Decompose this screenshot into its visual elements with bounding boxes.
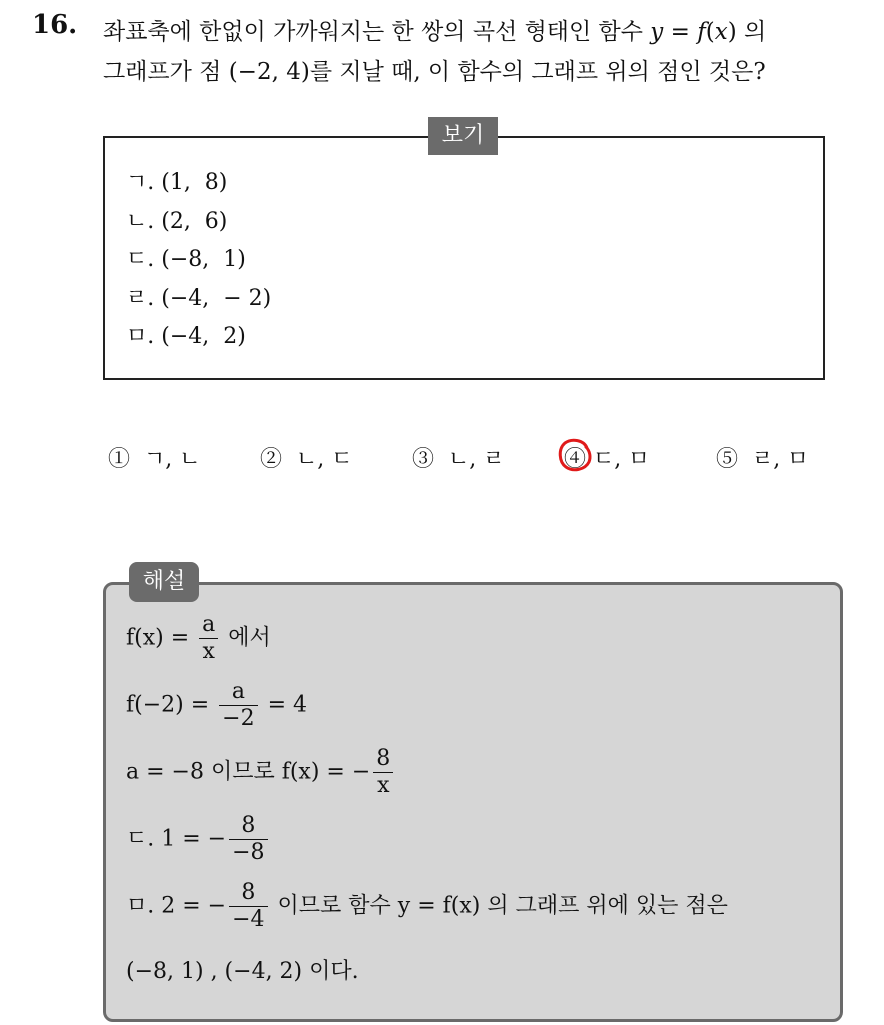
question-text [103,12,873,92]
choice-4[interactable]: ④ ㄷ, ㅁ [564,447,650,472]
solution-line-4: ㄷ. 1 = − $\frac{8}{-8}$ [126,813,271,866]
choice-1[interactable]: ① ㄱ, ㄴ [108,447,201,472]
choice-5[interactable]: ⑤ ㄹ, ㅁ [716,447,809,472]
bogi-item: ㄴ. (2, 6) [126,208,228,234]
solution-label: 해설 [129,562,199,602]
bogi-item: ㅁ. (−4, 2) [126,324,246,349]
question-number: 16. [32,10,78,40]
bogi-label: 보기 [428,117,498,155]
answer-circle-mark [556,436,594,474]
bogi-item: ㄱ. (1, 8) [126,170,228,195]
solution-line-5: ㅁ. 2 = − $\frac{8}{-4}$ 이므로 함수 y = f(x) 의 그래프 위에 있는 점은 [126,880,728,932]
solution-line-1: f(x) = $\frac{a}{x}$ 에서 [126,612,271,664]
answer-choices [108,442,848,482]
bogi-list [126,164,271,357]
question-line-2: 그래프가 점 (−2, 4)를 지날 때, 이 함수의 그래프 위의 점인 것은? [103,59,766,85]
question-line-1: 좌표축에 한없이 가까워지는 한 쌍의 곡선 형태인 함수 y = f(x) 의 [103,19,767,45]
choice-2[interactable]: ② ㄴ, ㄷ [260,447,353,472]
choice-3[interactable]: ③ ㄴ, ㄹ [412,447,505,472]
bogi-item: ㄹ. (−4, − 2) [126,285,272,311]
solution-line-2: f(−2) = $\frac{a}{-2}$ = 4 [126,679,308,731]
solution-line-6: (−8, 1) , (−4, 2) 이다. [126,959,359,984]
solution-line-3: a = −8 이므로 f(x) = − $\frac{8}{x}$ [126,746,396,799]
bogi-item: ㄷ. (−8, 1) [126,247,246,272]
